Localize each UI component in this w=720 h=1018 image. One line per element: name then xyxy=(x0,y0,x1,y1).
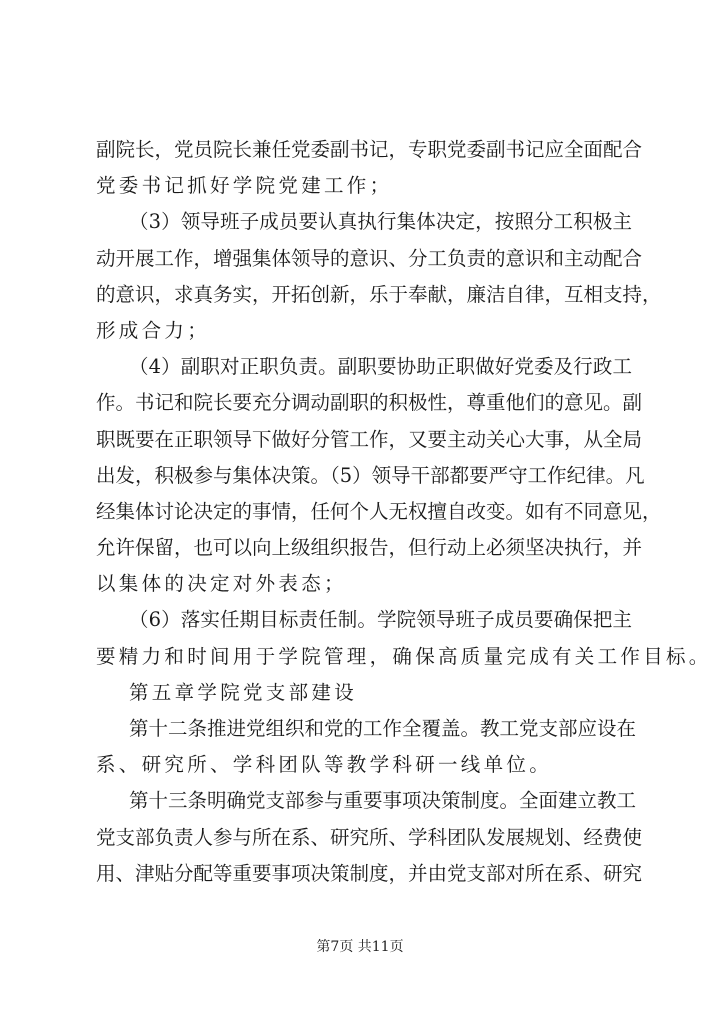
text-line: 形成合力； xyxy=(96,318,211,342)
text-line: 党支部负责人参与所在系、研究所、学科团队发展规划、经费使 xyxy=(96,825,643,849)
paragraph xyxy=(96,132,643,204)
text-line: 第十三条明确党支部参与重要事项决策制度。全面建立教工 xyxy=(129,789,637,813)
text-line: 允许保留，也可以向上级组织报告，但行动上必须坚决执行，并 xyxy=(96,536,643,560)
document-body xyxy=(96,132,712,892)
text-line: 用、津贴分配等重要事项决策制度，并由党支部对所在系、研究 xyxy=(96,861,643,885)
text-line: 职既要在正职领导下做好分管工作，又要主动关心大事，从全局 xyxy=(96,427,643,451)
paragraph xyxy=(96,675,632,711)
text-line: 经集体讨论决定的事情，任何个人无权擅自改变。如有不同意见， xyxy=(96,499,662,523)
text-line: 动开展工作，增强集体领导的意识、分工负责的意识和主动配合 xyxy=(96,246,643,270)
text-line: 作。书记和院长要充分调动副职的积极性，尊重他们的意见。副 xyxy=(96,391,643,415)
paragraph xyxy=(96,349,662,602)
paragraph xyxy=(96,711,637,783)
text-line: 要精力和时间用于学院管理，确保高质量完成有关工作目标。 xyxy=(96,644,712,668)
text-line: 第五章学院党支部建设 xyxy=(129,680,358,704)
text-line: 出发，积极参与集体决策。（5）领导干部都要严守工作纪律。凡 xyxy=(96,463,645,487)
text-line: （4）副职对正职负责。副职要协助正职做好党委及行政工 xyxy=(129,355,632,379)
text-line: 党委书记抓好学院党建工作； xyxy=(96,174,393,198)
text-line: （6）落实任期目标责任制。学院领导班子成员要确保把主 xyxy=(129,608,632,632)
text-line: 的意识，求真务实，开拓创新，乐于奉献，廉洁自律，互相支持， xyxy=(96,282,662,306)
text-line: 以集体的决定对外表态； xyxy=(96,572,347,596)
paragraph xyxy=(96,204,662,349)
text-line: 系、研究所、学科团队等教学科研一线单位。 xyxy=(96,753,553,777)
paragraph xyxy=(96,602,712,674)
page-footer: 第7页 共11页 xyxy=(316,939,404,955)
text-line: （3）领导班子成员要认真执行集体决定，按照分工积极主 xyxy=(129,210,632,234)
text-line: 第十二条推进党组织和党的工作全覆盖。教工党支部应设在 xyxy=(129,717,637,740)
paragraph xyxy=(96,783,643,892)
text-line: 副院长，党员院长兼任党委副书记，专职党委副书记应全面配合 xyxy=(96,138,643,161)
